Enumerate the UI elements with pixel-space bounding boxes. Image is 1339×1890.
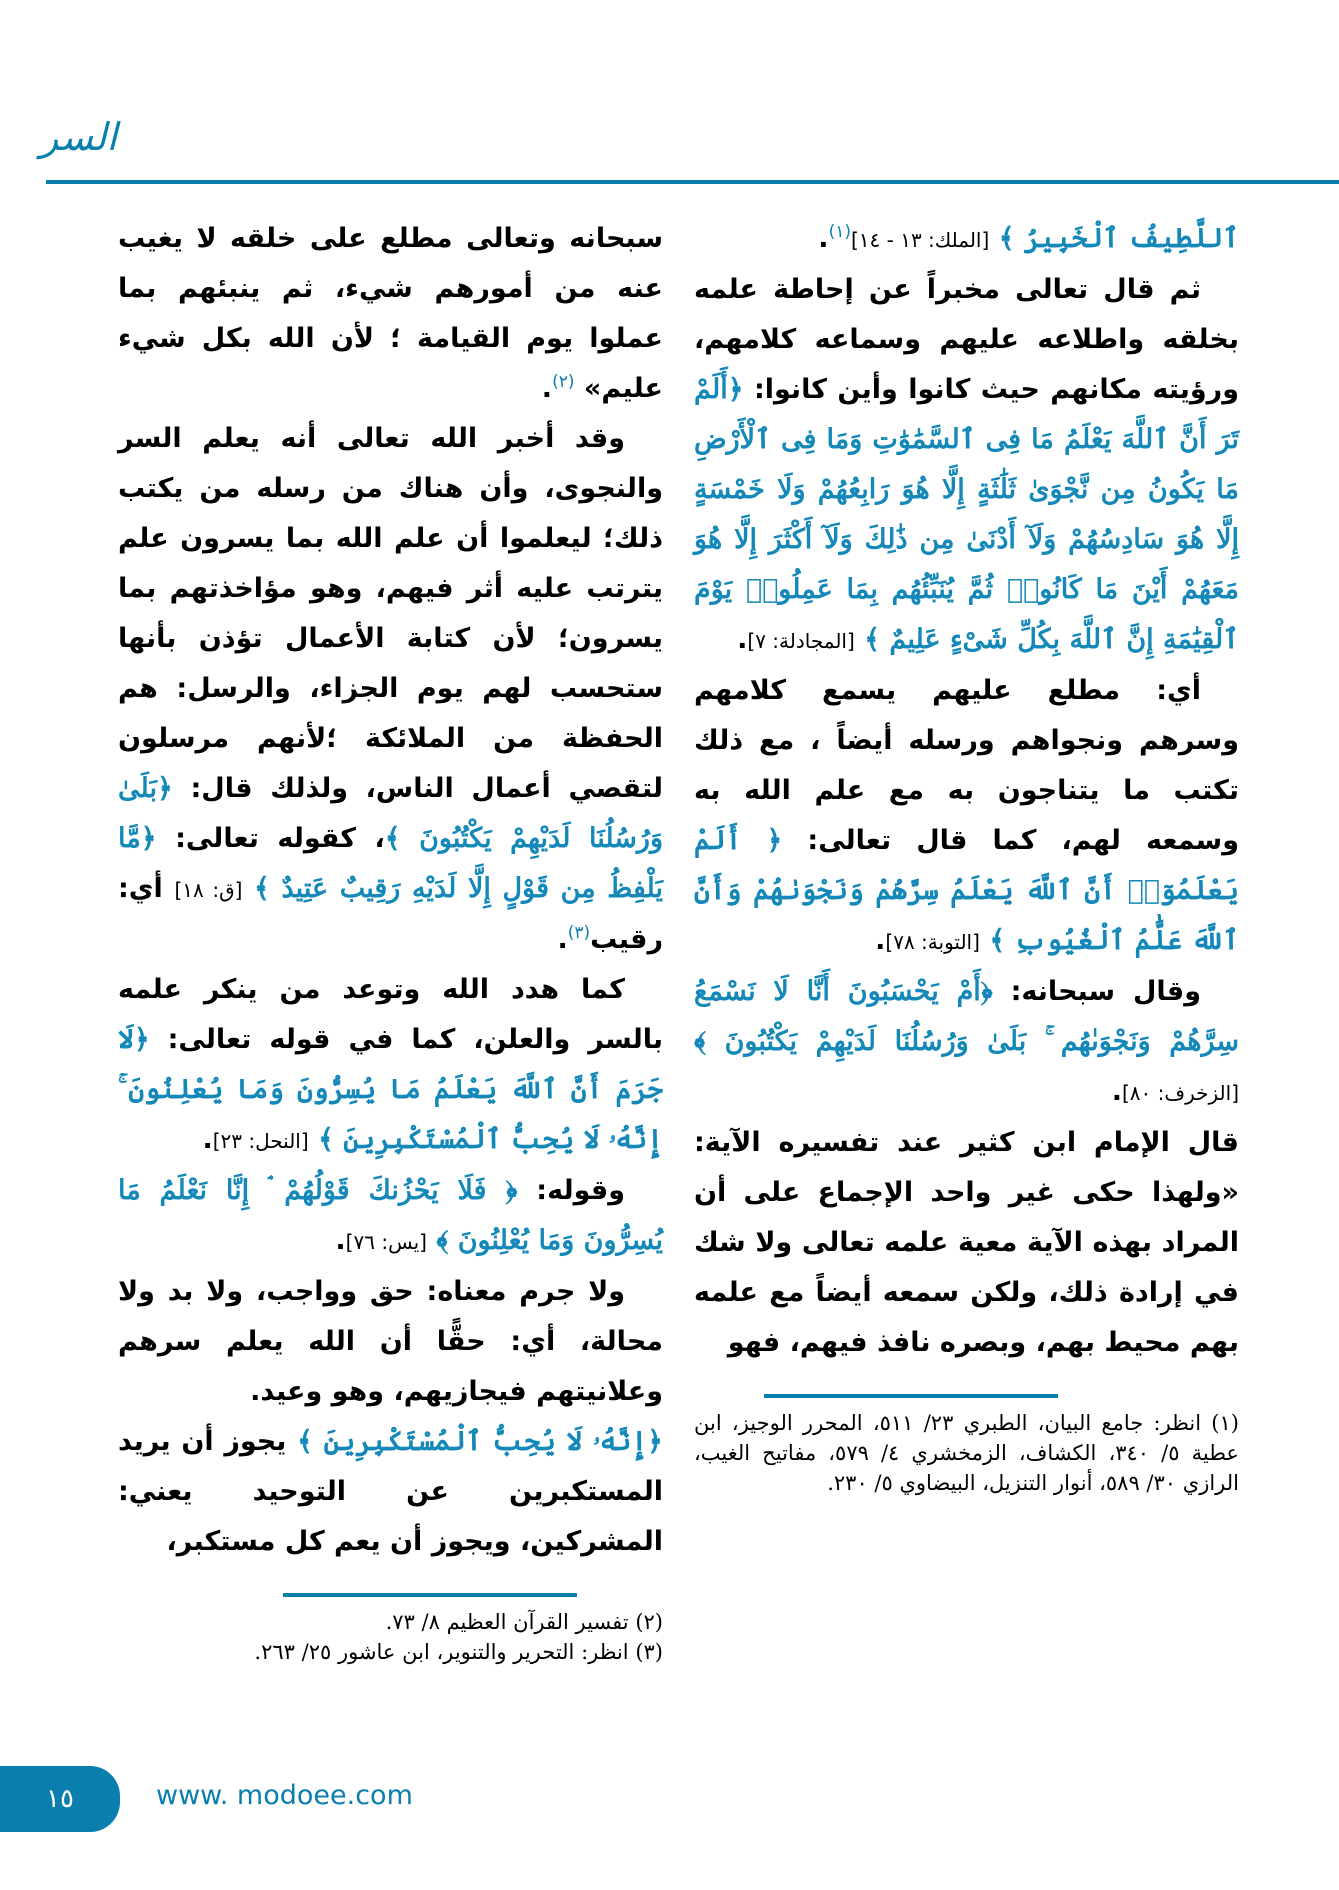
period: . <box>335 1225 346 1256</box>
body-text: وقال سبحانه: <box>1010 976 1201 1007</box>
verse-reference: [الملك: ١٣ - ١٤] <box>850 228 990 252</box>
footnote: (٣) انظر: التحرير والتنوير، ابن عاشور ٢٥/ ٢٦٣. <box>254 1640 663 1664</box>
quran-verse: ﴿مَّا يَلْفِظُ مِن قَوْلٍ إِلَّا لَدَيْهِ رَقِيبٌ عَتِيدٌ ﴾ <box>118 823 663 904</box>
period: . <box>557 924 568 955</box>
body-text: سبحانه وتعالى مطلع على خلقه لا يغيب عنه من أمورهم شيء، ثم ينبئهم بما عملوا يوم القيامة ؛ لأن الله بكل شيء عليم» <box>118 223 663 404</box>
quran-verse: ﴿بَلَىٰ وَرُسُلُنَا لَدَيْهِمْ يَكْتُبُونَ ﴾ <box>118 773 663 854</box>
right-column <box>694 214 1239 1498</box>
footnote-marker[interactable]: (٣) <box>567 923 591 943</box>
body-text: يجوز أن يريد المستكبرين عن التوحيد يعني: المشركين، ويجوز أن يعم كل مستكبر، <box>118 1426 663 1557</box>
body-text: قال الإمام ابن كثير عند تفسيره الآية: «ولهذا حكى غير واحد الإجماع على أن المراد بهذه الآية معية علمه تعالى ولا شك في إرادة ذلك، ولكن سمعه أيضاً مع علمه بهم محيط بهم، وبصره نافذ فيهم، فهو <box>694 1127 1239 1358</box>
quran-verse: ﴿ فَلَا يَحْزُنكَ قَوْلُهُمْ ۘ إِنَّا نَعْلَمُ مَا يُسِرُّونَ وَمَا يُعْلِنُونَ ﴾ <box>118 1175 663 1256</box>
footnote: (٢) تفسير القرآن العظيم ٨/ ٧٣. <box>385 1610 663 1634</box>
body-text: أي: رقيب <box>118 873 663 955</box>
body-text: ولا جرم معناه: حق وواجب، ولا بد ولا محالة، أي: حقًّا أن الله يعلم سرهم وعلانيتهم فيجازيهم، وهو وعيد. <box>118 1276 663 1407</box>
quran-verse: ﴿أَمْ يَحْسَبُونَ أَنَّا لَا نَسْمَعُ سِرَّهُمْ وَنَجْوَىٰهُم ۚ بَلَىٰ وَرُسُلُنَا لَدَيْهِمْ يَكْتُبُونَ ﴾ <box>694 976 1239 1057</box>
verse-reference: [النحل: ٢٣] <box>212 1129 309 1153</box>
left-column-body <box>118 214 663 1567</box>
paragraph <box>118 1267 663 1417</box>
paragraph <box>694 1118 1239 1368</box>
body-text: ، كقوله تعالى: <box>175 823 385 854</box>
page-number-tab <box>0 1766 120 1832</box>
footnotes-left <box>118 1607 663 1667</box>
footnotes-left-block <box>118 1593 663 1667</box>
body-text: وقوله: <box>536 1175 625 1206</box>
body-text: وقد أخبر الله تعالى أنه يعلم السر والنجوى، وأن هناك من رسله من يكتب ذلك؛ ليعلموا أن علم الله بما يسرون علم يترتب عليه أثر فيهم، وهو مؤاخذتهم بما يسرون؛ لأن كتابة الأعمال تؤذن بأنها ستحسب لهم يوم الجزاء، والرسل: هم الحفظة من الملائكة ؛لأنهم مرسلون لتقصي أعمال الناس، ولذلك قال: <box>118 423 663 804</box>
footnote-rule <box>764 1394 1058 1398</box>
period: . <box>202 1124 213 1155</box>
verse-reference: [الزخرف: ٨٠] <box>1121 1081 1239 1105</box>
quran-verse: ﴿أَلَمْ تَرَ أَنَّ ٱللَّهَ يَعْلَمُ مَا فِى ٱلسَّمَٰوَٰتِ وَمَا فِى ٱلْأَرْضِ مَا يَكُونُ مِن نَّجْوَىٰ ثَلَٰثَةٍ إِلَّا هُوَ رَابِعُهُمْ وَلَا خَمْسَةٍ إِلَّا هُوَ سَادِسُهُمْ وَلَآ أَدْنَىٰ مِن ذَٰلِكَ وَلَآ أَكْثَرَ إِلَّا هُوَ مَعَهُمْ أَيْنَ مَا كَانُوا۟ ثُمَّ يُنَبِّئُهُم بِمَا عَمِلُوا۟ يَوْمَ ٱلْقِيَٰمَةِ إِنَّ ٱللَّهَ بِكُلِّ شَىْءٍ عَلِيمٌ ﴾ <box>694 374 1239 655</box>
paragraph <box>694 265 1239 666</box>
quran-verse: ﴿لَا جَرَمَ أَنَّ ٱللَّهَ يَعْلَمُ مَا يُسِرُّونَ وَمَا يُعْلِنُونَ ۚ إِنَّهُۥ لَا يُحِبُّ ٱلْمُسْتَكْبِرِينَ ﴾ <box>118 1024 663 1155</box>
quran-verse: ﴿ أَلَمْ يَعْلَمُوٓا۟ أَنَّ ٱللَّهَ يَعْلَمُ سِرَّهُمْ وَنَجْوَىٰهُمْ وَأَنَّ ٱللَّهَ عَلَّٰمُ ٱلْغُيُوبِ ﴾ <box>694 825 1239 956</box>
footnotes-right-block <box>694 1394 1239 1498</box>
period: . <box>541 373 553 404</box>
period: . <box>818 223 829 254</box>
period: . <box>737 624 748 655</box>
verse-reference: [المجادلة: ٧] <box>747 629 855 653</box>
paragraph <box>694 666 1239 967</box>
quran-verse: ﴿إِنَّهُۥ لَا يُحِبُّ ٱلْمُسْتَكْبِرِينَ ﴾ <box>297 1426 663 1457</box>
paragraph <box>118 1417 663 1567</box>
verse-reference: [ق: ١٨] <box>174 878 243 902</box>
paragraph <box>118 214 663 414</box>
paragraph <box>118 414 663 965</box>
page-number: ١٥ <box>46 1784 74 1814</box>
footnote: (١) انظر: جامع البيان، الطبري ٢٣/ ٥١١، المحرر الوجيز، ابن عطية ٥/ ٣٤٠، الكشاف، الزمخشري ٤/ ٥٧٩، مفاتيح الغيب، الرازي ٣٠/ ٥٨٩، أنوار التنزيل، البيضاوي ٥/ ٢٣٠. <box>694 1411 1239 1495</box>
body-text: أي: مطلع عليهم يسمع كلامهم وسرهم ونجواهم ورسله أيضاً ، مع ذلك تكتب ما يتناجون به مع علم الله به وسمعه لهم، كما قال تعالى: <box>694 675 1240 856</box>
page-footer <box>0 1766 1339 1846</box>
period: . <box>875 925 886 956</box>
website-link[interactable]: www. modoee.com <box>156 1780 413 1811</box>
body-text: كما هدد الله وتوعد من ينكر علمه بالسر والعلن، كما في قوله تعالى: <box>118 974 663 1055</box>
body-text: ثم قال تعالى مخبراً عن إحاطة علمه بخلقه واطلاعه عليهم وسماعه كلامهم، ورؤيته مكانهم حيث كانوا وأين كانوا: <box>694 274 1239 405</box>
footnote-rule <box>283 1593 577 1597</box>
running-header-title: السر <box>40 115 118 159</box>
left-column <box>118 214 663 1667</box>
footnotes-right <box>694 1408 1239 1498</box>
footnote-marker[interactable]: (١) <box>828 222 851 242</box>
verse-reference: [يس: ٧٦] <box>345 1230 427 1254</box>
right-column-body <box>694 214 1239 1368</box>
paragraph <box>118 1166 663 1267</box>
period: . <box>1111 1076 1122 1107</box>
footnote-marker[interactable]: (٢) <box>552 372 575 392</box>
two-column-body <box>0 214 1339 1667</box>
paragraph <box>694 967 1239 1118</box>
verse-reference: [التوبة: ٧٨] <box>885 930 980 954</box>
quran-verse: ٱللَّطِيفُ ٱلْخَبِيرُ ﴾ <box>998 223 1239 254</box>
paragraph <box>694 214 1239 265</box>
paragraph <box>118 965 663 1166</box>
header-rule <box>46 180 1339 184</box>
